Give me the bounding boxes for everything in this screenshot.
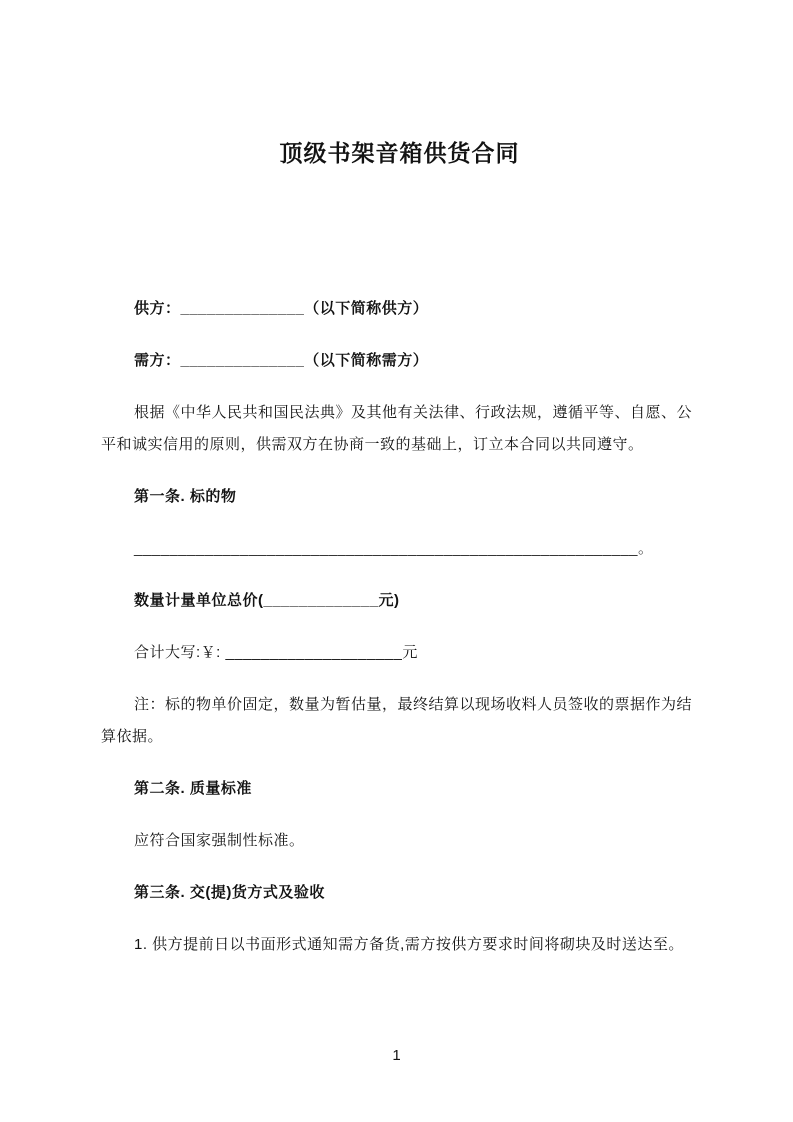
subject-blank-line: _________________________________________________________。 <box>134 540 654 557</box>
article-2-heading: 第二条. 质量标准 <box>134 780 252 797</box>
supplier-line: 供方：______________（以下简称供方） <box>134 300 429 317</box>
quantity-total-price-line: 数量计量单位总价(_____________元) <box>134 592 400 609</box>
document-title: 顶级书架音箱供货合同 <box>279 140 520 166</box>
article-3-item-1: 1. 供方提前日以书面形式通知需方备货,需方按供方要求时间将砌块及时送达至。 <box>134 936 684 953</box>
amount-in-words-line: 合计大写:￥: ____________________元 <box>134 644 418 661</box>
settlement-note-paragraph: 注：标的物单价固定，数量为暂估量，最终结算以现场收料人员签收的票据作为结算依据。 <box>101 696 693 745</box>
page-number: 1 <box>392 1047 401 1064</box>
preamble-paragraph: 根据《中华人民共和国民法典》及其他有关法律、行政法规，遵循平等、自愿、公平和诚实信用的原则，供需双方在协商一致的基础上，订立本合同以共同遵守。 <box>101 404 693 453</box>
article-3-heading: 第三条. 交(提)货方式及验收 <box>134 884 325 901</box>
article-1-heading: 第一条. 标的物 <box>134 488 237 505</box>
buyer-line: 需方：______________（以下简称需方） <box>134 352 429 369</box>
article-2-body: 应符合国家强制性标准。 <box>134 832 305 849</box>
